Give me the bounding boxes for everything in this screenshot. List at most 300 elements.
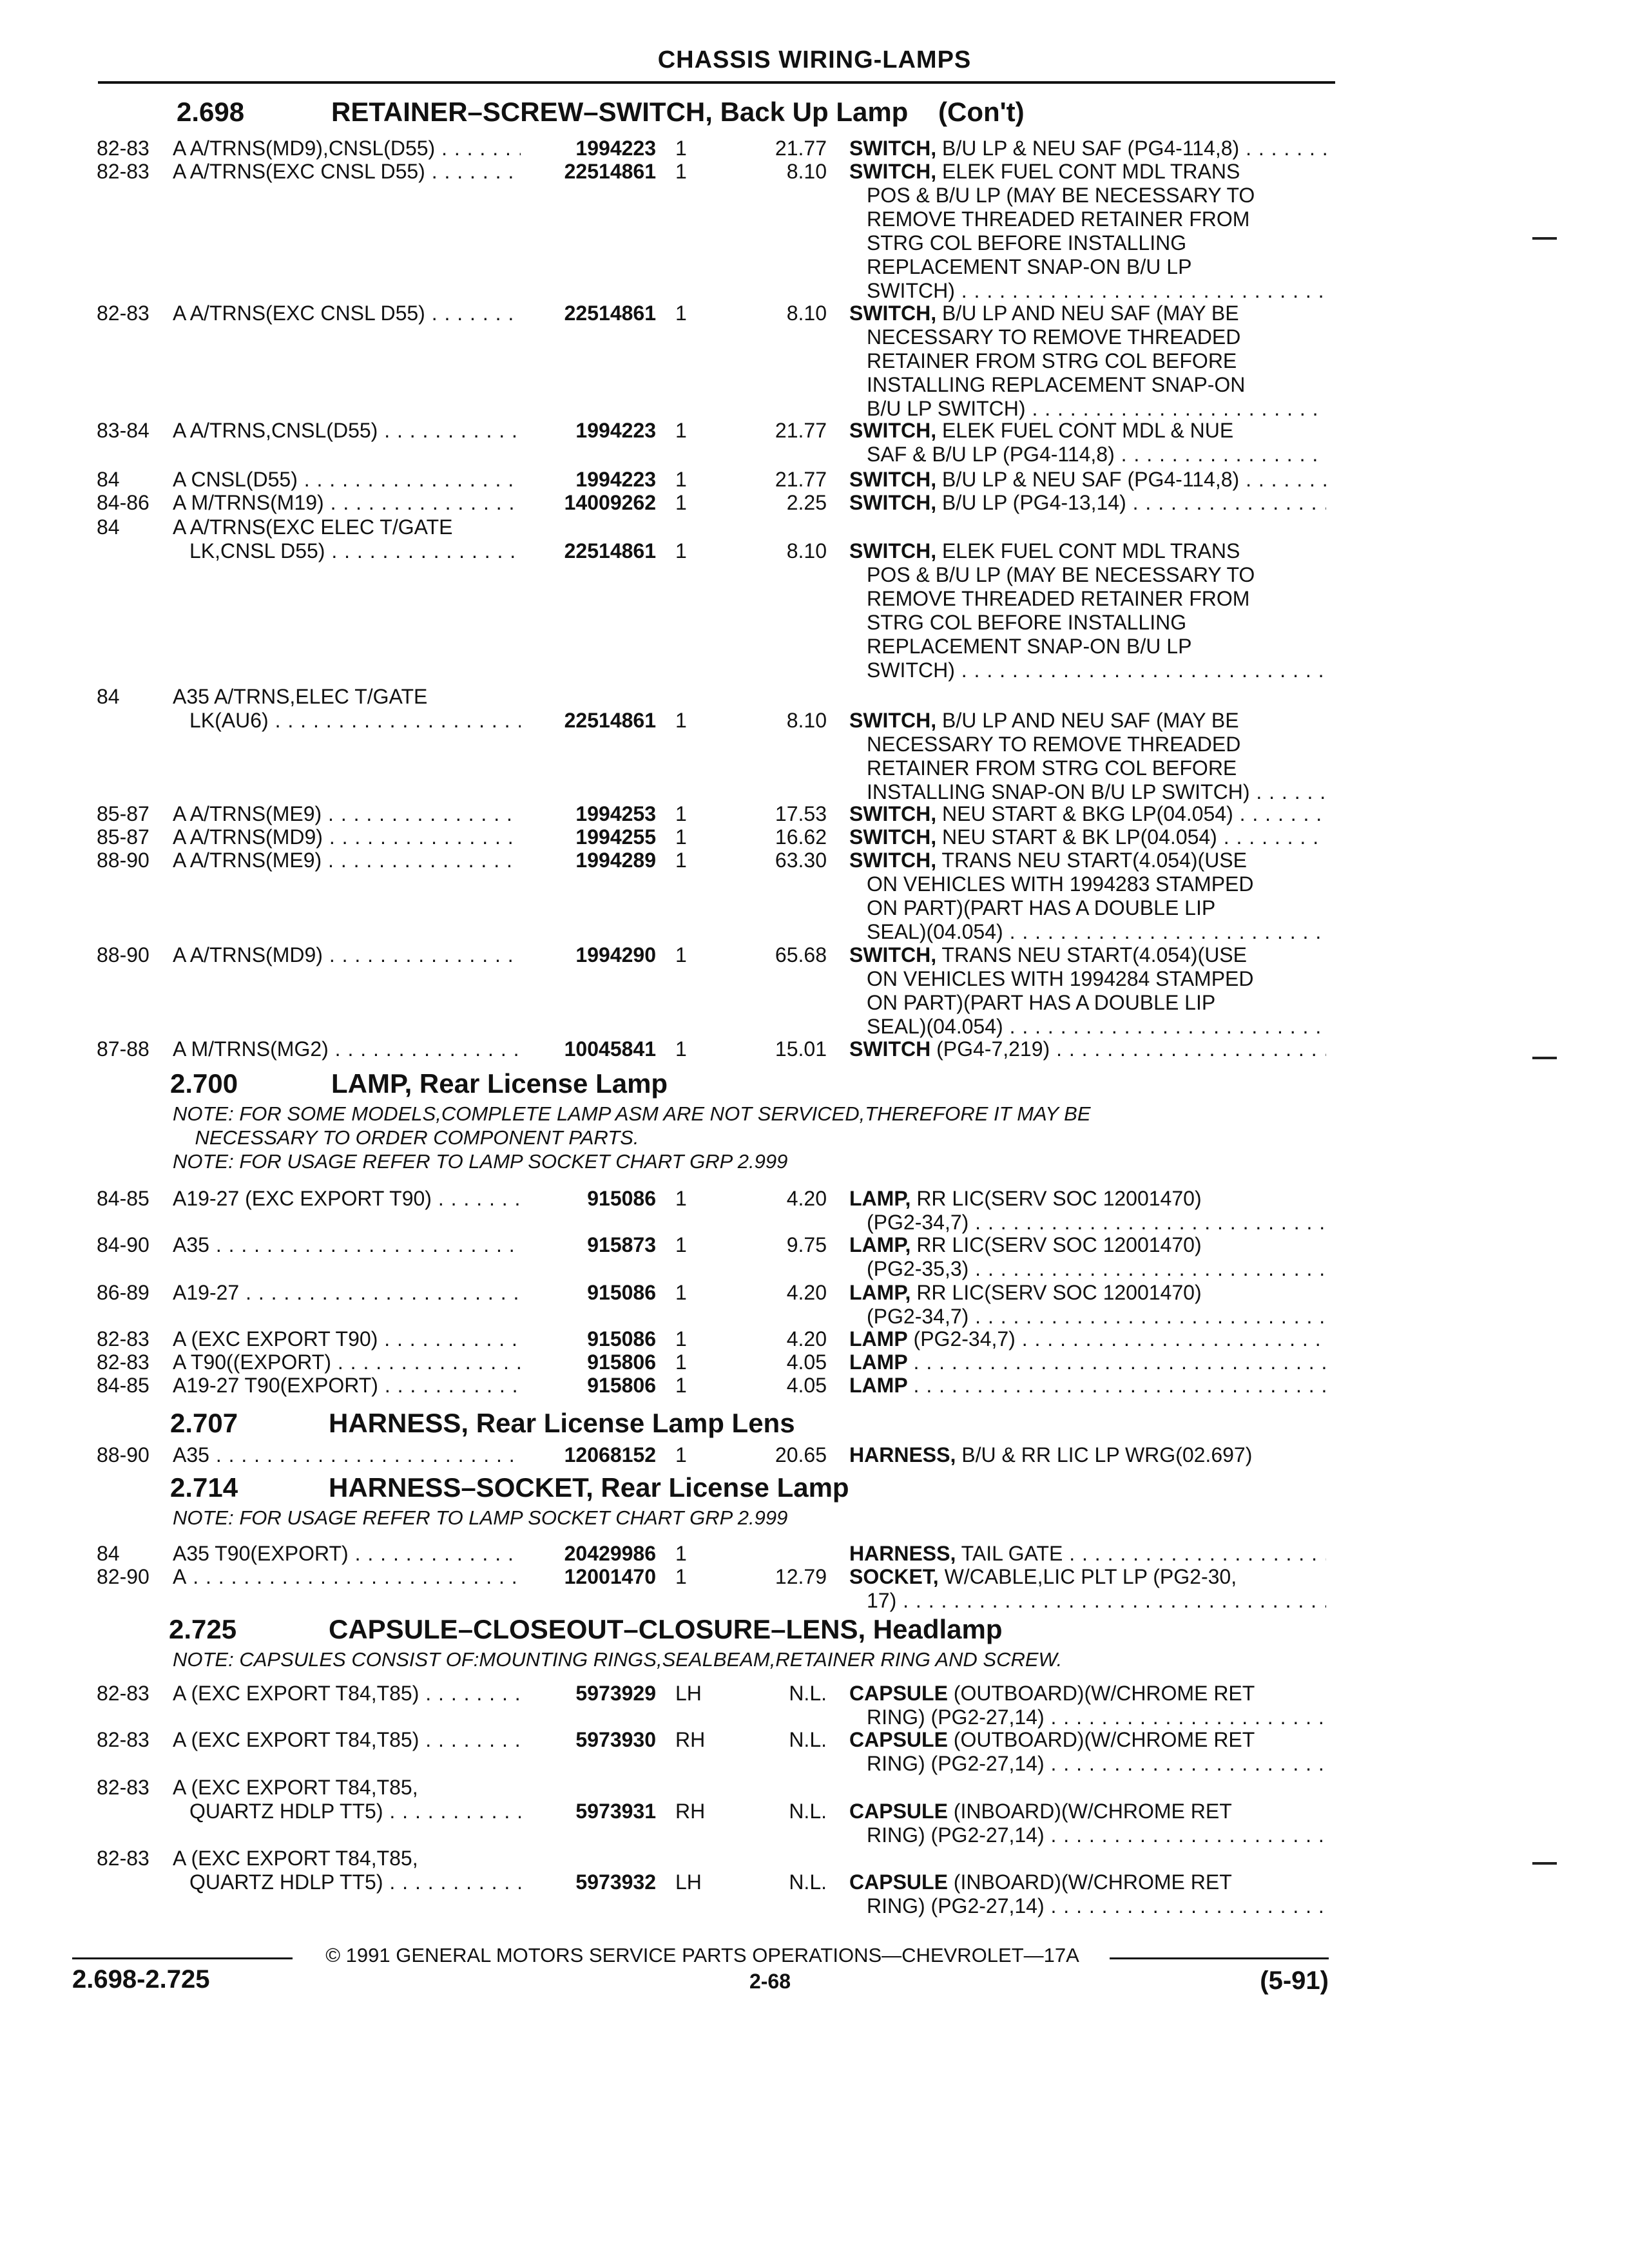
part-description — [849, 1187, 1326, 1235]
description-text: RR LIC(SERV SOC 12001470) — [916, 1233, 1202, 1256]
application-line: A A/TRNS(EXC CNSL D55) . . . — [173, 160, 521, 184]
description-keyword: SWITCH, — [849, 302, 937, 325]
part-number: 1994253 — [575, 802, 656, 825]
list-price: N.L. — [789, 1800, 827, 1823]
description-line — [849, 1800, 1326, 1823]
description-text: POS & B/U LP (MAY BE NECESSARY TO — [867, 184, 1255, 207]
application — [173, 302, 521, 325]
list-price: N.L. — [789, 1870, 827, 1894]
model-years: 84-86 — [97, 491, 149, 514]
model-years: 82-83 — [97, 1682, 149, 1705]
model-years: 83-84 — [97, 419, 149, 442]
application-line: LK(AU6) . . . — [173, 709, 521, 733]
application-line: QUARTZ HDLP TT5) . . . — [173, 1870, 521, 1894]
description-line — [849, 397, 1326, 421]
application — [173, 1233, 521, 1257]
description-line — [849, 611, 1326, 635]
model-years: 82-90 — [97, 1565, 149, 1588]
description-text: ELEK FUEL CONT MDL TRANS — [941, 539, 1240, 562]
description-text: SAF & B/U LP (PG4-114,8) — [867, 443, 1115, 466]
list-price: 2.25 — [786, 491, 827, 514]
quantity: RH — [675, 1800, 706, 1823]
application — [173, 468, 521, 492]
description-text: RING) (PG2-27,14) — [867, 1823, 1045, 1847]
part-description — [849, 1281, 1326, 1329]
quantity: 1 — [675, 1233, 687, 1256]
application-line: A A/TRNS(ME9) . . . — [173, 849, 521, 872]
description-text: B/U LP AND NEU SAF (MAY BE — [941, 709, 1239, 732]
part-number: 5973932 — [575, 1870, 656, 1894]
description-line — [849, 160, 1326, 184]
description-line — [849, 780, 1326, 804]
model-years: 85-87 — [97, 802, 149, 825]
description-keyword: LAMP — [849, 1374, 908, 1397]
list-price: 17.53 — [775, 802, 827, 825]
description-line — [849, 825, 1326, 849]
description-text: TRANS NEU START(4.054)(USE — [941, 943, 1247, 966]
footer-date: (5-91) — [1260, 1966, 1329, 1995]
description-line — [849, 1894, 1326, 1918]
quantity: LH — [675, 1870, 702, 1894]
section-title — [329, 1614, 1003, 1645]
part-description — [849, 849, 1326, 944]
description-text: (INBOARD)(W/CHROME RET — [953, 1800, 1232, 1823]
model-years: 85-87 — [97, 825, 149, 849]
description-line — [849, 967, 1326, 991]
description-keyword: CAPSULE — [849, 1870, 948, 1894]
quantity: 1 — [675, 491, 687, 514]
application-line: A35 . . . — [173, 1233, 521, 1257]
description-text: (INBOARD)(W/CHROME RET — [953, 1870, 1232, 1894]
description-line — [849, 635, 1326, 658]
quantity: 1 — [675, 468, 687, 491]
application-line: A M/TRNS(M19) . . . — [173, 491, 521, 515]
description-line — [849, 563, 1326, 587]
part-number: 5973930 — [575, 1728, 656, 1751]
margin-mark — [1532, 1057, 1557, 1059]
quantity: 1 — [675, 1187, 687, 1210]
section-name: RETAINER–SCREW–SWITCH, — [331, 97, 713, 127]
description-keyword: SWITCH, — [849, 943, 937, 966]
part-number: 1994223 — [575, 468, 656, 491]
section-heading — [0, 1472, 1629, 1504]
part-number: 915086 — [587, 1327, 656, 1350]
footer-group-range: 2.698-2.725 — [72, 1965, 210, 1994]
part-number: 1994223 — [575, 137, 656, 160]
part-description — [849, 419, 1326, 466]
part-number: 5973929 — [575, 1682, 656, 1705]
part-number: 22514861 — [564, 160, 656, 183]
description-text: NEU START & BKG LP(04.054) — [941, 802, 1233, 825]
application — [173, 1187, 521, 1211]
section-title — [331, 1068, 668, 1099]
section-note: NOTE: FOR USAGE REFER TO LAMP SOCKET CHART GRP 2.999 — [173, 1506, 788, 1529]
application — [173, 1847, 521, 1894]
description-text: (PG2-34,7) — [867, 1305, 969, 1328]
margin-mark — [1532, 237, 1557, 240]
model-years: 88-90 — [97, 943, 149, 966]
application — [173, 419, 521, 443]
quantity: 1 — [675, 302, 687, 325]
description-line — [849, 1589, 1326, 1613]
list-price: N.L. — [789, 1728, 827, 1751]
description-text: RETAINER FROM STRG COL BEFORE — [867, 349, 1237, 372]
description-line — [849, 1870, 1326, 1894]
quantity: RH — [675, 1728, 706, 1751]
description-line — [849, 491, 1326, 515]
section-number: 2.698 — [177, 97, 245, 127]
description-text: POS & B/U LP (MAY BE NECESSARY TO — [867, 563, 1255, 586]
application — [173, 515, 521, 563]
description-line — [849, 1187, 1326, 1211]
description-line — [849, 709, 1326, 733]
description-line — [849, 1211, 1326, 1235]
section-title — [329, 1408, 795, 1439]
footer-rule-right — [1110, 1957, 1329, 1959]
section-title — [331, 97, 1025, 128]
model-years: 84 — [97, 515, 120, 539]
list-price: 21.77 — [775, 137, 827, 160]
description-keyword: LAMP, — [849, 1187, 911, 1210]
description-line — [849, 1015, 1326, 1039]
description-line — [849, 468, 1326, 492]
part-number: 915086 — [587, 1187, 656, 1210]
list-price: 65.68 — [775, 943, 827, 966]
description-line — [849, 443, 1326, 466]
description-keyword: LAMP — [849, 1327, 908, 1350]
footer-copyright: © 1991 GENERAL MOTORS SERVICE PARTS OPERATIONS—CHEVROLET—17A — [325, 1944, 1079, 1966]
description-text: ELEK FUEL CONT MDL TRANS — [941, 160, 1240, 183]
part-number: 20429986 — [564, 1542, 656, 1565]
description-text: INSTALLING REPLACEMENT SNAP-ON — [867, 373, 1246, 396]
description-text: TAIL GATE — [961, 1542, 1063, 1565]
list-price: 21.77 — [775, 468, 827, 491]
list-price: 12.79 — [775, 1565, 827, 1588]
description-line — [849, 1728, 1326, 1752]
quantity: 1 — [675, 137, 687, 160]
description-keyword: CAPSULE — [849, 1728, 948, 1751]
part-description — [849, 1542, 1326, 1566]
model-years: 88-90 — [97, 849, 149, 872]
quantity: 1 — [675, 709, 687, 732]
application — [173, 849, 521, 872]
part-description — [849, 1037, 1326, 1061]
description-text: RETAINER FROM STRG COL BEFORE — [867, 756, 1237, 780]
list-price: 16.62 — [775, 825, 827, 849]
description-text: INSTALLING SNAP-ON B/U LP SWITCH) — [867, 780, 1250, 803]
section-number: 2.707 — [170, 1408, 238, 1438]
description-keyword: SWITCH, — [849, 491, 937, 514]
quantity: 1 — [675, 1443, 687, 1466]
description-line — [849, 539, 1326, 563]
section-subtitle: Rear License Lamp — [412, 1068, 668, 1099]
application-line: A19-27 T90(EXPORT) . . . — [173, 1374, 521, 1398]
part-description — [849, 160, 1326, 303]
part-description — [849, 539, 1326, 682]
description-line — [849, 1542, 1326, 1566]
description-keyword: SWITCH, — [849, 468, 937, 491]
description-text: (PG2-34,7) — [913, 1327, 1016, 1350]
part-number: 12001470 — [564, 1565, 656, 1588]
list-price: 21.77 — [775, 419, 827, 442]
description-keyword: LAMP — [849, 1350, 908, 1374]
list-price: 8.10 — [786, 302, 827, 325]
part-number: 22514861 — [564, 302, 656, 325]
description-text: RR LIC(SERV SOC 12001470) — [916, 1187, 1202, 1210]
description-line — [849, 1257, 1326, 1281]
section-number: 2.714 — [170, 1472, 238, 1503]
description-text: ON PART)(PART HAS A DOUBLE LIP — [867, 991, 1216, 1014]
part-number: 14009262 — [564, 491, 656, 514]
quantity: 1 — [675, 1281, 687, 1304]
description-text: (PG2-35,3) — [867, 1257, 969, 1280]
section-heading — [0, 97, 1629, 129]
application — [173, 943, 521, 967]
description-line — [849, 349, 1326, 373]
description-line — [849, 1374, 1326, 1398]
description-text: ON PART)(PART HAS A DOUBLE LIP — [867, 896, 1216, 919]
quantity: 1 — [675, 943, 687, 966]
part-description — [849, 1327, 1326, 1351]
part-description — [849, 1870, 1326, 1918]
description-line — [849, 373, 1326, 397]
list-price: 8.10 — [786, 160, 827, 183]
description-text: (OUTBOARD)(W/CHROME RET — [953, 1682, 1255, 1705]
part-description — [849, 943, 1326, 1039]
model-years: 84 — [97, 1542, 120, 1565]
description-line — [849, 1327, 1326, 1351]
model-years: 82-83 — [97, 302, 149, 325]
description-text: SWITCH) — [867, 658, 955, 682]
application-line: A A/TRNS(MD9) . . . — [173, 825, 521, 849]
section-number: 2.700 — [170, 1068, 238, 1099]
quantity: 1 — [675, 849, 687, 872]
description-text: RR LIC(SERV SOC 12001470) — [916, 1281, 1202, 1304]
part-description — [849, 825, 1326, 849]
quantity: 1 — [675, 1350, 687, 1374]
description-text: B/U LP SWITCH) — [867, 397, 1026, 420]
part-description — [849, 802, 1326, 826]
application-line: A (EXC EXPORT T84,T85, — [173, 1847, 418, 1870]
application — [173, 1327, 521, 1351]
section-title — [329, 1472, 849, 1503]
part-description — [849, 468, 1326, 492]
list-price: 8.10 — [786, 539, 827, 562]
description-text: RING) (PG2-27,14) — [867, 1894, 1045, 1917]
description-text: (OUTBOARD)(W/CHROME RET — [953, 1728, 1255, 1751]
quantity: 1 — [675, 1374, 687, 1397]
quantity: 1 — [675, 1565, 687, 1588]
part-description — [849, 1728, 1326, 1776]
description-keyword: SWITCH, — [849, 802, 937, 825]
application-line: A A/TRNS(ME9) . . . — [173, 802, 521, 826]
quantity: 1 — [675, 825, 687, 849]
list-price: 9.75 — [786, 1233, 827, 1256]
model-years: 82-83 — [97, 1350, 149, 1374]
section-note: NOTE: CAPSULES CONSIST OF:MOUNTING RINGS,SEALBEAM,RETAINER RING AND SCREW. — [173, 1648, 1063, 1671]
description-line — [849, 587, 1326, 611]
description-line — [849, 1565, 1326, 1589]
section-number: 2.725 — [169, 1614, 237, 1644]
application — [173, 802, 521, 826]
application — [173, 1542, 521, 1566]
description-line — [849, 419, 1326, 443]
description-keyword: SWITCH, — [849, 137, 937, 160]
model-years: 82-83 — [97, 1728, 149, 1751]
description-text: B/U LP & NEU SAF (PG4-114,8) — [941, 468, 1240, 491]
application-line: A A/TRNS(EXC ELEC T/GATE — [173, 515, 453, 539]
description-text: ON VEHICLES WITH 1994283 STAMPED — [867, 872, 1254, 896]
part-number: 1994223 — [575, 419, 656, 442]
description-line — [849, 1233, 1326, 1257]
part-description — [849, 1443, 1326, 1467]
description-text: (PG4-7,219) — [936, 1037, 1050, 1061]
description-text: SEAL)(04.054) — [867, 1015, 1003, 1038]
section-name: HARNESS, — [329, 1408, 469, 1438]
model-years: 82-83 — [97, 137, 149, 160]
quantity: 1 — [675, 1327, 687, 1350]
section-note: NOTE: FOR SOME MODELS,COMPLETE LAMP ASM ARE NOT SERVICED,THEREFORE IT MAY BE — [173, 1102, 1091, 1125]
list-price: 8.10 — [786, 709, 827, 732]
section-subtitle: Back Up Lamp (Con't) — [712, 97, 1025, 127]
description-text: STRG COL BEFORE INSTALLING — [867, 231, 1187, 255]
list-price: 4.20 — [786, 1187, 827, 1210]
part-description — [849, 1233, 1326, 1281]
description-line — [849, 184, 1326, 207]
description-line — [849, 1706, 1326, 1729]
part-description — [849, 1374, 1326, 1398]
part-number: 1994290 — [575, 943, 656, 966]
description-text: REPLACEMENT SNAP-ON B/U LP — [867, 255, 1192, 278]
description-text: STRG COL BEFORE INSTALLING — [867, 611, 1187, 634]
description-line — [849, 325, 1326, 349]
application — [173, 1443, 521, 1467]
description-keyword: SWITCH, — [849, 160, 937, 183]
model-years: 86-89 — [97, 1281, 149, 1304]
quantity: 1 — [675, 802, 687, 825]
description-keyword: HARNESS, — [849, 1542, 956, 1565]
description-line — [849, 658, 1326, 682]
quantity: 1 — [675, 1542, 687, 1565]
model-years: 84 — [97, 468, 120, 491]
model-years: 82-83 — [97, 160, 149, 183]
application-line: A CNSL(D55) . . . — [173, 468, 521, 492]
description-text: ELEK FUEL CONT MDL & NUE — [941, 419, 1234, 442]
description-line — [849, 920, 1326, 944]
list-price: 4.20 — [786, 1281, 827, 1304]
description-text: NEU START & BK LP(04.054) — [941, 825, 1217, 849]
application-line: A A/TRNS(MD9),CNSL(D55) . . . — [173, 137, 521, 160]
section-subtitle: Rear License Lamp Lens — [468, 1408, 795, 1438]
description-keyword: SWITCH, — [849, 419, 937, 442]
description-text: 17) — [867, 1589, 897, 1612]
description-line — [849, 1752, 1326, 1776]
model-years: 84-85 — [97, 1374, 149, 1397]
application-line: A (EXC EXPORT T90) . . . — [173, 1327, 521, 1351]
application — [173, 1374, 521, 1398]
part-number: 915806 — [587, 1350, 656, 1374]
description-text: RING) (PG2-27,14) — [867, 1706, 1045, 1729]
description-line — [849, 733, 1326, 756]
footer-page-number: 2-68 — [749, 1970, 791, 1993]
application-line: A (EXC EXPORT T84,T85) . . . — [173, 1728, 521, 1752]
model-years: 82-83 — [97, 1327, 149, 1350]
description-line — [849, 1281, 1326, 1305]
part-description — [849, 709, 1326, 804]
application-line: LK,CNSL D55) . . . — [173, 539, 521, 563]
description-text: SWITCH) — [867, 279, 955, 302]
description-text: SEAL)(04.054) — [867, 920, 1003, 943]
part-number: 915086 — [587, 1281, 656, 1304]
part-description — [849, 137, 1326, 160]
application — [173, 1350, 521, 1374]
description-keyword: SOCKET, — [849, 1565, 939, 1588]
application-line: A M/TRNS(MG2) . . . — [173, 1037, 521, 1061]
model-years: 82-83 — [97, 1847, 149, 1870]
description-text: REMOVE THREADED RETAINER FROM — [867, 587, 1250, 610]
section-heading — [0, 1614, 1629, 1646]
list-price: N.L. — [789, 1682, 827, 1705]
list-price: 20.65 — [775, 1443, 827, 1466]
description-line — [849, 207, 1326, 231]
description-line — [849, 1350, 1326, 1374]
description-line — [849, 991, 1326, 1015]
section-heading — [0, 1068, 1629, 1100]
application — [173, 685, 521, 733]
part-number: 12068152 — [564, 1443, 656, 1466]
description-line — [849, 1823, 1326, 1847]
description-line — [849, 279, 1326, 303]
description-line — [849, 1305, 1326, 1329]
section-note: NECESSARY TO ORDER COMPONENT PARTS. — [173, 1126, 639, 1149]
model-years: 87-88 — [97, 1037, 149, 1061]
section-name: LAMP, — [331, 1068, 412, 1099]
description-keyword: CAPSULE — [849, 1682, 948, 1705]
header-rule — [98, 81, 1335, 84]
application-line: A35 . . . — [173, 1443, 521, 1467]
model-years: 84-90 — [97, 1233, 149, 1256]
description-text: B/U LP & NEU SAF (PG4-114,8) — [941, 137, 1240, 160]
list-price: 4.05 — [786, 1374, 827, 1397]
description-keyword: SWITCH, — [849, 849, 937, 872]
application-line: A T90((EXPORT) . . . — [173, 1350, 521, 1374]
section-name: HARNESS–SOCKET, — [329, 1472, 593, 1503]
margin-mark — [1532, 1862, 1557, 1865]
section-note: NOTE: FOR USAGE REFER TO LAMP SOCKET CHART GRP 2.999 — [173, 1150, 788, 1173]
part-number: 1994289 — [575, 849, 656, 872]
description-line — [849, 231, 1326, 255]
description-line — [849, 1037, 1326, 1061]
list-price: 15.01 — [775, 1037, 827, 1061]
list-price: 4.20 — [786, 1327, 827, 1350]
description-line — [849, 896, 1326, 920]
description-line — [849, 849, 1326, 872]
description-text: REMOVE THREADED RETAINER FROM — [867, 207, 1250, 231]
description-keyword: CAPSULE — [849, 1800, 948, 1823]
description-text: RING) (PG2-27,14) — [867, 1752, 1045, 1775]
description-line — [849, 872, 1326, 896]
part-number: 5973931 — [575, 1800, 656, 1823]
footer-rule-left — [72, 1957, 293, 1959]
quantity: 1 — [675, 419, 687, 442]
description-text: B/U LP AND NEU SAF (MAY BE — [941, 302, 1239, 325]
list-price: 63.30 — [775, 849, 827, 872]
page-title: CHASSIS WIRING-LAMPS — [657, 46, 972, 73]
application-line: QUARTZ HDLP TT5) . . . — [173, 1800, 521, 1823]
quantity: 1 — [675, 160, 687, 183]
description-line — [849, 756, 1326, 780]
section-subtitle: Rear License Lamp — [593, 1472, 849, 1503]
